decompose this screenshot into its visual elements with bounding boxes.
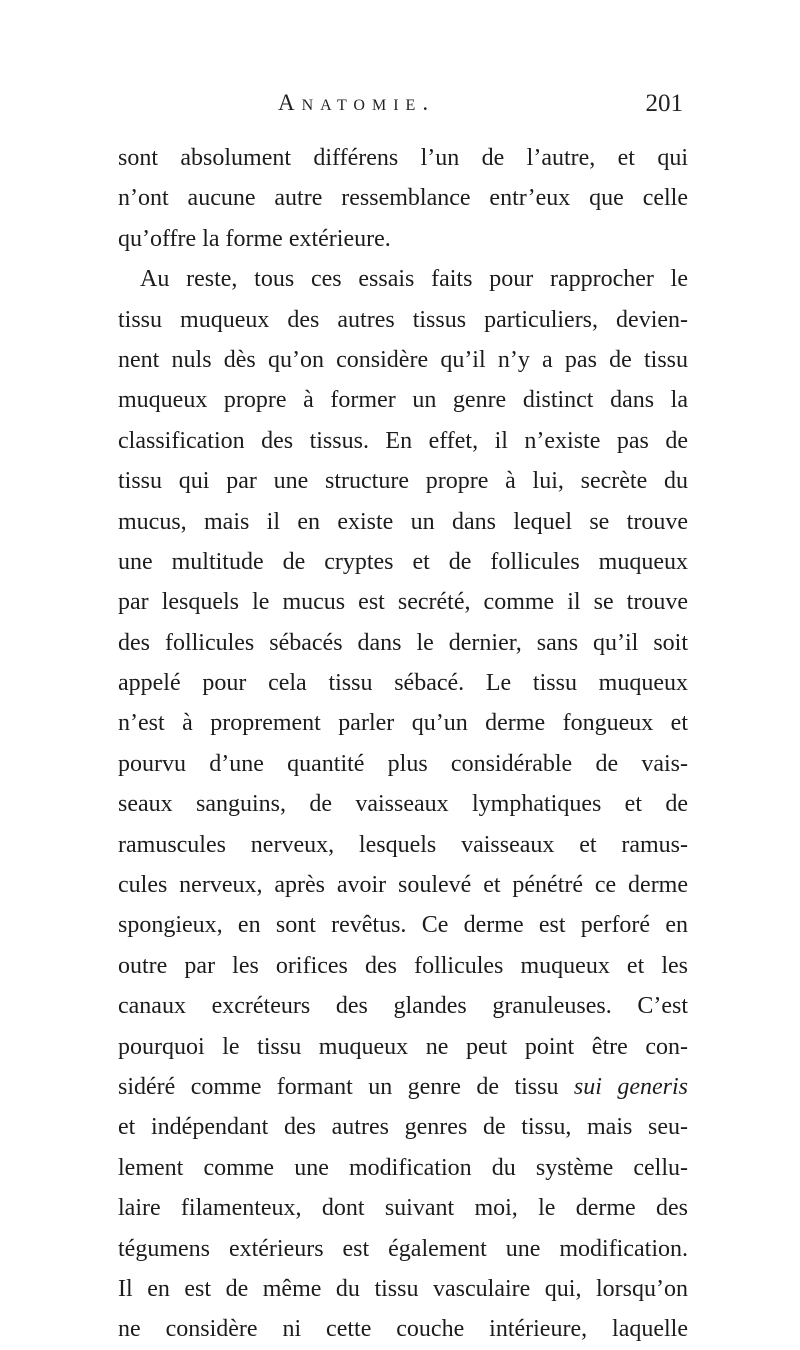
- text-line: des follicules sébacés dans le dernier, sans qu’il soit: [118, 629, 688, 656]
- page-number: 201: [645, 90, 683, 117]
- running-head: [118, 90, 683, 126]
- text-line: mucus, mais il en existe un dans lequel se trouve: [118, 508, 688, 535]
- text-line: outre par les orifices des follicules muqueux et les: [118, 952, 688, 979]
- text-line: appelé pour cela tissu sébacé. Le tissu muqueux: [118, 670, 688, 697]
- text-line: spongieux, en sont revêtus. Ce derme est perforé en: [118, 912, 688, 939]
- text-line: qu’offre la forme extérieure.: [118, 225, 391, 252]
- text-segment: sidéré comme formant un genre de tissu: [118, 1073, 574, 1100]
- text-line: Au reste, tous ces essais faits pour rapprocher le: [140, 266, 688, 293]
- text-line: et indépendant des autres genres de tissu, mais seu-: [118, 1114, 688, 1141]
- text-line: seaux sanguins, de vaisseaux lymphatiques et de: [118, 791, 688, 818]
- body-text: [118, 138, 688, 1350]
- italic-phrase: sui generis: [573, 1073, 688, 1100]
- text-line: tissu muqueux des autres tissus particuliers, devien-: [118, 306, 688, 333]
- text-line: n’ont aucune autre ressemblance entr’eux que celle: [118, 185, 688, 212]
- text-line: cules nerveux, après avoir soulevé et pénétré ce derme: [118, 872, 688, 899]
- text-line: tégumens extérieurs est également une modification.: [118, 1235, 688, 1262]
- text-line: ne considère ni cette couche intérieure, laquelle: [118, 1316, 688, 1343]
- text-line: par lesquels le mucus est secrété, comme il se trouve: [118, 589, 688, 616]
- text-line: canaux excréteurs des glandes granuleuses. C’est: [118, 993, 688, 1020]
- text-line: pourvu d’une quantité plus considérable de vais-: [118, 750, 688, 777]
- text-line: Il en est de même du tissu vasculaire qui, lorsqu’on: [118, 1275, 688, 1302]
- text-line-with-italic: [118, 1067, 688, 1107]
- text-line: une multitude de cryptes et de follicules muqueux: [118, 548, 688, 575]
- text-line: n’est à proprement parler qu’un derme fongueux et: [118, 710, 688, 737]
- text-line: laire filamenteux, dont suivant moi, le derme des: [118, 1195, 688, 1222]
- text-line: sont absolument différens l’un de l’autre, et qui: [118, 145, 688, 171]
- text-line: tissu qui par une structure propre à lui, secrète du: [118, 468, 688, 495]
- text-line: muqueux propre à former un genre distinct dans la: [118, 387, 688, 414]
- text-line: pourquoi le tissu muqueux ne peut point être con-: [118, 1033, 688, 1060]
- text-line: lement comme une modification du système cellu-: [118, 1154, 688, 1181]
- text-line: classification des tissus. En effet, il n’existe pas de: [118, 427, 688, 454]
- text-line: nent nuls dès qu’on considère qu’il n’y a pas de tissu: [118, 346, 688, 373]
- text-line: ramuscules nerveux, lesquels vaisseaux et ramus-: [118, 831, 688, 858]
- running-title: Anatomie.: [278, 90, 436, 115]
